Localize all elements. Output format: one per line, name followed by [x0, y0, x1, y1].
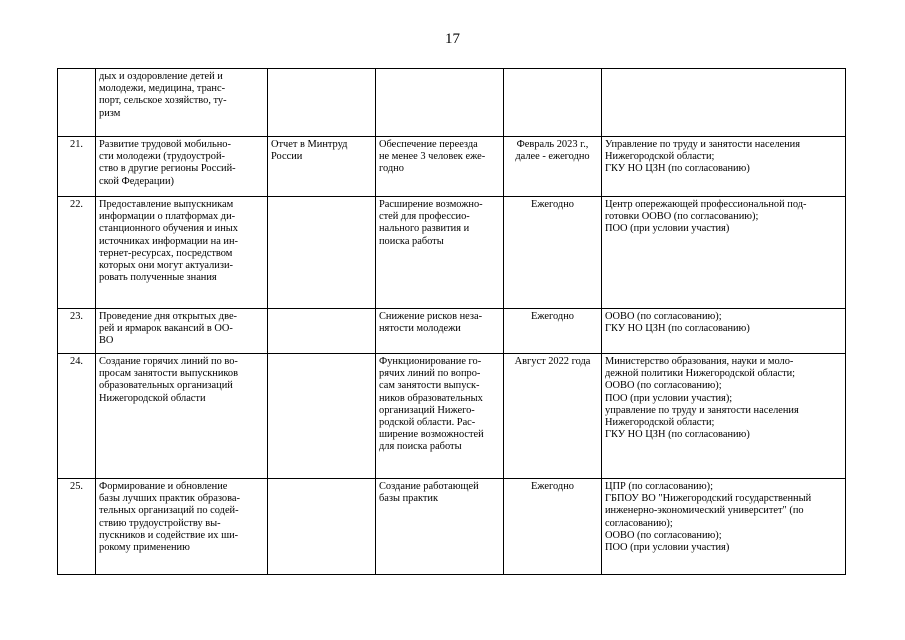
- document-type-cell: [268, 197, 376, 309]
- deadline-cell: [504, 69, 602, 137]
- row-number-cell: [58, 354, 96, 479]
- document-type-cell: [268, 354, 376, 479]
- measure-name: Создание горячих линий по во- просам занятости выпускников образовательных организаций Нижегородской области: [99, 356, 239, 404]
- measure-name: Предоставление выпускникам информации о платформах ди- станционного обучения и иных источниках информации на ин- тернет-ресурсах, посредством которых они могут актуализи- ровать полученные знания: [99, 199, 238, 284]
- expected-result: Снижение рисков неза- нятости молодежи: [379, 311, 483, 335]
- table-row: [58, 137, 846, 197]
- row-number-cell: [58, 309, 96, 354]
- responsible-executors-cell: [602, 309, 846, 354]
- deadline-cell: [504, 197, 602, 309]
- document-type: Отчет в Минтруд России: [271, 139, 348, 163]
- row-number: 25.: [70, 481, 83, 492]
- deadline: Февраль 2023 г., далее - ежегодно: [515, 139, 590, 163]
- measure-name-cell: [96, 309, 268, 354]
- measures-table: [57, 68, 846, 575]
- measure-name: Проведение дня открытых две- рей и ярмарок вакансий в ОО- ВО: [99, 311, 238, 347]
- measure-name-cell: [96, 137, 268, 197]
- measure-name: Формирование и обновление базы лучших практик образова- тельных организаций по содей- ствию трудоустройству вы- пускников и содействие их ши- рокому применению: [99, 481, 240, 554]
- responsible-executors: Министерство образования, науки и моло- дежной политики Нижегородской области; ООВО (по согласованию); ПОО (при условии участия); управление по труду и занятости населения Нижегородской области; ГКУ НО ЦЗН (по согласованию): [605, 356, 799, 441]
- expected-result-cell: [376, 197, 504, 309]
- responsible-executors: Управление по труду и занятости населения Нижегородской области; ГКУ НО ЦЗН (по согласованию): [605, 139, 801, 175]
- responsible-executors: ЦПР (по согласованию); ГБПОУ ВО "Нижегородский государственный инженерно-экономический университет" (по согласованию); ООВО (по согласованию); ПОО (при условии участия): [605, 481, 812, 554]
- page-number: 17: [445, 31, 460, 47]
- deadline: Ежегодно: [531, 199, 574, 210]
- document-type-cell: [268, 479, 376, 575]
- expected-result-cell: [376, 69, 504, 137]
- row-number-cell: [58, 137, 96, 197]
- row-number: 21.: [70, 139, 83, 150]
- deadline-cell: [504, 309, 602, 354]
- table-row: [58, 479, 846, 575]
- measure-name-cell: [96, 354, 268, 479]
- document-type-cell: [268, 309, 376, 354]
- responsible-executors-cell: [602, 69, 846, 137]
- document-type-cell: [268, 137, 376, 197]
- measure-name-cell: [96, 69, 268, 137]
- deadline: Ежегодно: [531, 311, 574, 322]
- expected-result: Создание работающей базы практик: [379, 481, 479, 505]
- expected-result: Обеспечение переезда не менее 3 человек еже- годно: [379, 139, 486, 175]
- deadline-cell: [504, 354, 602, 479]
- row-number-cell: [58, 197, 96, 309]
- responsible-executors-cell: [602, 354, 846, 479]
- expected-result-cell: [376, 479, 504, 575]
- table-row: [58, 69, 846, 137]
- row-number-cell: [58, 479, 96, 575]
- measure-name: дых и оздоровление детей и молодежи, медицина, транс- порт, сельское хозяйство, ту- ризм: [99, 71, 227, 119]
- measure-name-cell: [96, 479, 268, 575]
- document-type-cell: [268, 69, 376, 137]
- measure-name-cell: [96, 197, 268, 309]
- responsible-executors-cell: [602, 479, 846, 575]
- table-body: [58, 69, 846, 575]
- deadline-cell: [504, 479, 602, 575]
- table-row: [58, 354, 846, 479]
- measure-name: Развитие трудовой мобильно- сти молодежи (трудоустрой- ство в другие регионы Россий- ской Федерации): [99, 139, 236, 187]
- row-number: 23.: [70, 311, 83, 322]
- table-row: [58, 197, 846, 309]
- deadline-cell: [504, 137, 602, 197]
- expected-result-cell: [376, 354, 504, 479]
- row-number: 24.: [70, 356, 83, 367]
- row-number: 22.: [70, 199, 83, 210]
- responsible-executors-cell: [602, 197, 846, 309]
- expected-result: Расширение возможно- стей для профессио- нального развития и поиска работы: [379, 199, 483, 247]
- expected-result-cell: [376, 137, 504, 197]
- expected-result-cell: [376, 309, 504, 354]
- expected-result: Функционирование го- рячих линий по вопро- сам занятости выпуск- ников образовательных организаций Нижего- родской области. Рас- ширение возможностей для поиска работы: [379, 356, 484, 453]
- responsible-executors: Центр опережающей профессиональной под- готовки ООВО (по согласованию); ПОО (при условии участия): [605, 199, 807, 235]
- deadline: Август 2022 года: [514, 356, 591, 367]
- table-row: [58, 309, 846, 354]
- responsible-executors-cell: [602, 137, 846, 197]
- row-number-cell: [58, 69, 96, 137]
- deadline: Ежегодно: [531, 481, 574, 492]
- responsible-executors: ООВО (по согласованию); ГКУ НО ЦЗН (по согласованию): [605, 311, 750, 335]
